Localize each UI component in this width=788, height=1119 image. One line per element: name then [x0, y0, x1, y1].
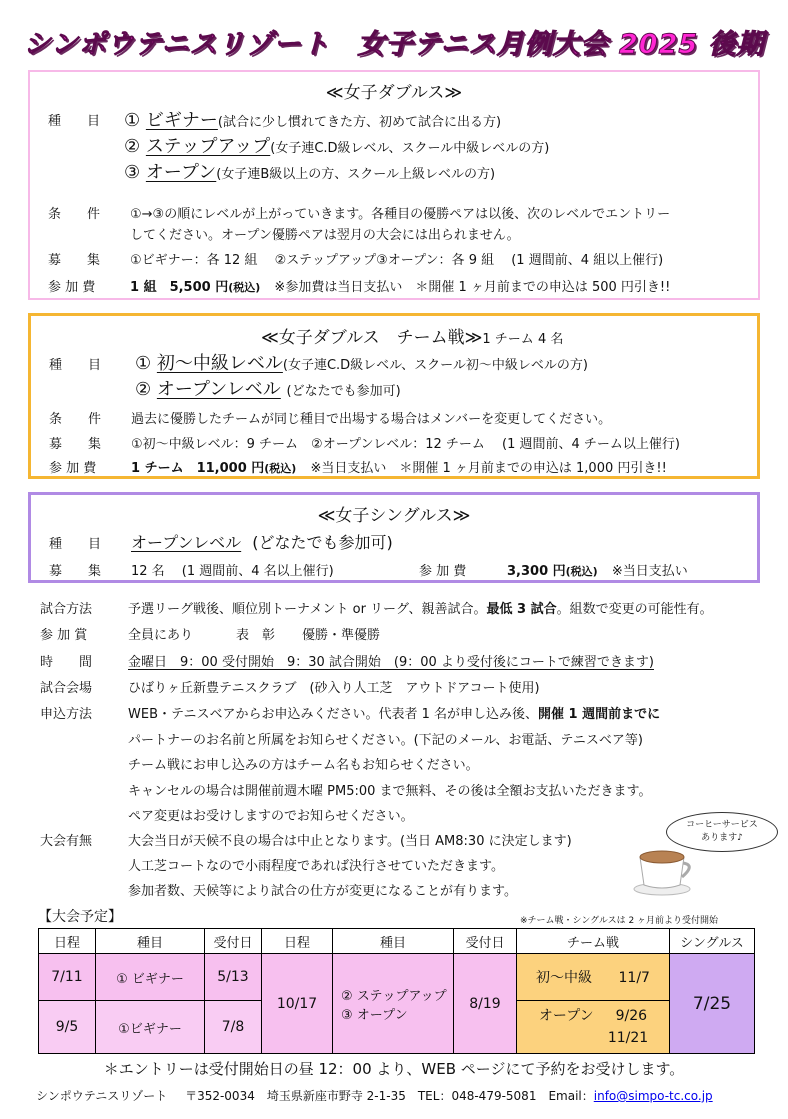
held-line-2: 人工芝コートなので小雨程度であれば決行させていただきます。	[128, 859, 504, 874]
singles-section	[28, 492, 760, 583]
col-header: 日程	[262, 929, 333, 954]
singles-heading: ≪女子シングルス≫	[317, 506, 471, 526]
doubles-fee: 1 組 5,500 円(税込) ※参加費は当日支払い ＊開催 1 ヶ月前までの申込は 500 円引き!!	[130, 280, 671, 295]
event-cell: ① ビギナー	[96, 954, 205, 1001]
apply-line-1: WEB・テニスベアからお申込みください。代表者 1 名が申し込み後、開催 1 週間前までに	[128, 707, 661, 722]
doubles-fee-label: 参 加 費	[48, 280, 96, 295]
col-header: シングルス	[670, 929, 755, 954]
prize-label: 参 加 賞	[40, 628, 88, 643]
col-header: 受付日	[454, 929, 517, 954]
venue-text: ひばりヶ丘新豊テニスクラブ (砂入り人工芝 アウトドアコート使用)	[128, 681, 540, 696]
award-label: 表 彰	[236, 628, 276, 643]
reg-cell: 8/19	[454, 954, 517, 1054]
team-cell: オープン 9/26 11/21	[517, 1001, 670, 1054]
reg-cell: 5/13	[205, 954, 262, 1001]
singles-cell: 7/25	[670, 954, 755, 1054]
schedule-table	[38, 928, 755, 1054]
team-event-2: ② オープンレベル (どなたでも参加可)	[135, 379, 401, 400]
apply-line-3: チーム戦にお申し込みの方はチーム名もお知らせください。	[128, 758, 479, 773]
doubles-heading: ≪女子ダブルス≫	[325, 83, 463, 103]
col-header: チーム戦	[517, 929, 670, 954]
team-cell: 初～中級 11/7	[517, 954, 670, 1001]
apply-line-5: ペア変更はお受けしますのでお知らせください。	[128, 809, 414, 824]
time-text: 金曜日 9：00 受付開始 9：30 試合開始 (9：00 より受付後にコートで練習できます)	[128, 655, 654, 670]
format-text: 予選リーグ戦後、順位別トーナメント or リーグ、親善試合。最低 3 試合。組数で変更の可能性有。	[128, 602, 713, 617]
event-name: オープン	[145, 162, 217, 183]
doubles-section	[28, 70, 760, 300]
held-label: 大会有無	[40, 834, 93, 849]
table-header-row	[39, 929, 755, 954]
apply-line-4: キャンセルの場合は開催前週木曜 PM5:00 まで無料、その後は全額お支払いただきます。	[128, 784, 652, 799]
time-label: 時 間	[40, 655, 93, 670]
apply-line-2: パートナーのお名前と所属をお知らせください。(下記のメール、お電話、テニスベア等)	[128, 733, 643, 748]
singles-recruit: 12 名 (1 週間前、4 名以上催行)	[131, 564, 334, 579]
award-text: 優勝・準優勝	[302, 628, 381, 643]
team-section	[28, 313, 760, 479]
held-line-3: 参加者数、天候等により試合の仕方が変更になることが有ります。	[128, 884, 517, 899]
team-fee-label: 参 加 費	[49, 461, 97, 476]
table-row	[39, 954, 755, 1001]
address-line: シンポウテニスリゾート 〒352-0034 埼玉県新座市野寺 2-1-35 TEL：048-479-5081 Email：info@simpo-tc.co.jp	[36, 1089, 713, 1103]
event-cell: ② ステップアップ ③ オープン	[333, 954, 454, 1054]
col-header: 受付日	[205, 929, 262, 954]
doubles-cond-2: してください。オープン優勝ペアは翌月の大会には出られません。	[130, 228, 520, 243]
team-recruit-label: 募 集	[49, 437, 102, 452]
team-cond-label: 条 件	[49, 412, 102, 427]
event-name: ビギナー	[145, 110, 218, 131]
doubles-cond-1: ①→③の順にレベルが上がっていきます。各種目の優勝ペアは以後、次のレベルでエントリー	[130, 207, 671, 222]
event-name: ステップアップ	[145, 136, 271, 157]
singles-event-label: 種 目	[49, 537, 102, 552]
doubles-event-label: 種 目	[48, 114, 101, 129]
doubles-recruit-label: 募 集	[48, 253, 101, 268]
prize-text: 全員にあり	[128, 628, 194, 643]
col-header: 種目	[333, 929, 454, 954]
team-event-label: 種 目	[49, 358, 102, 373]
coffee-bubble: コーヒーサービス あります♪	[666, 812, 778, 852]
reg-cell: 7/8	[205, 1001, 262, 1054]
doubles-event-2: ② ステップアップ(女子連C.D級レベル、スクール中級レベルの方)	[124, 136, 550, 157]
team-fee: 1 チーム 11,000 円(税込) ※当日支払い ＊開催 1 ヶ月前までの申込は 1,000 円引き!!	[131, 461, 667, 476]
date-cell: 7/11	[39, 954, 96, 1001]
singles-fee-label: 参 加 費	[419, 564, 467, 579]
col-header: 種目	[96, 929, 205, 954]
apply-label: 申込方法	[40, 707, 93, 722]
venue-label: 試合会場	[40, 681, 93, 696]
team-event-1: ① 初～中級レベル(女子連C.D級レベル、スクール初～中級レベルの方)	[135, 353, 588, 374]
date-cell: 9/5	[39, 1001, 96, 1054]
team-heading: ≪女子ダブルス チーム戦≫1 チーム 4 名	[261, 328, 564, 348]
doubles-cond-label: 条 件	[48, 207, 101, 222]
event-name: オープンレベル	[131, 533, 242, 552]
event-name: オープンレベル	[156, 379, 281, 400]
singles-recruit-label: 募 集	[49, 564, 102, 579]
team-cond: 過去に優勝したチームが同じ種目で出場する場合はメンバーを変更してください。	[131, 412, 612, 427]
held-line-1: 大会当日が天候不良の場合は中止となります。(当日 AM8:30 に決定します)	[128, 834, 572, 849]
col-header: 日程	[39, 929, 96, 954]
entry-note: ＊エントリーは受付開始日の昼 12：00 より、WEB ページにて予約をお受けします。	[103, 1060, 685, 1078]
singles-fee: 3,300 円(税込) ※当日支払い	[507, 564, 688, 579]
event-cell: ①ビギナー	[96, 1001, 205, 1054]
doubles-event-1: ① ビギナー(試合に少し慣れてきた方、初めて試合に出る方)	[124, 110, 502, 131]
date-cell: 10/17	[262, 954, 333, 1054]
doubles-recruit: ①ビギナー：各 12 組 ②ステップアップ③オープン：各 9 組 (1 週間前、4 組以上催行)	[130, 253, 664, 268]
team-recruit: ①初～中級レベル：9 チーム ②オープンレベル：12 チーム (1 週間前、4 チーム以上催行)	[131, 437, 680, 452]
doubles-event-3: ③ オープン(女子連B級以上の方、スクール上級レベルの方)	[124, 162, 496, 183]
format-label: 試合方法	[40, 602, 93, 617]
page-title: シンポウテニスリゾート 女子テニス月例大会 2025 後期	[23, 29, 765, 60]
email-link[interactable]: info@simpo-tc.co.jp	[593, 1089, 713, 1103]
coffee-cup-icon	[632, 845, 698, 897]
schedule-heading: 【大会予定】	[38, 909, 122, 925]
schedule-note: ※チーム戦・シングルスは 2 ヶ月前より受付開始	[520, 916, 719, 926]
event-name: 初～中級レベル	[156, 353, 283, 374]
singles-event: オープンレベル (どなたでも参加可)	[131, 533, 393, 552]
